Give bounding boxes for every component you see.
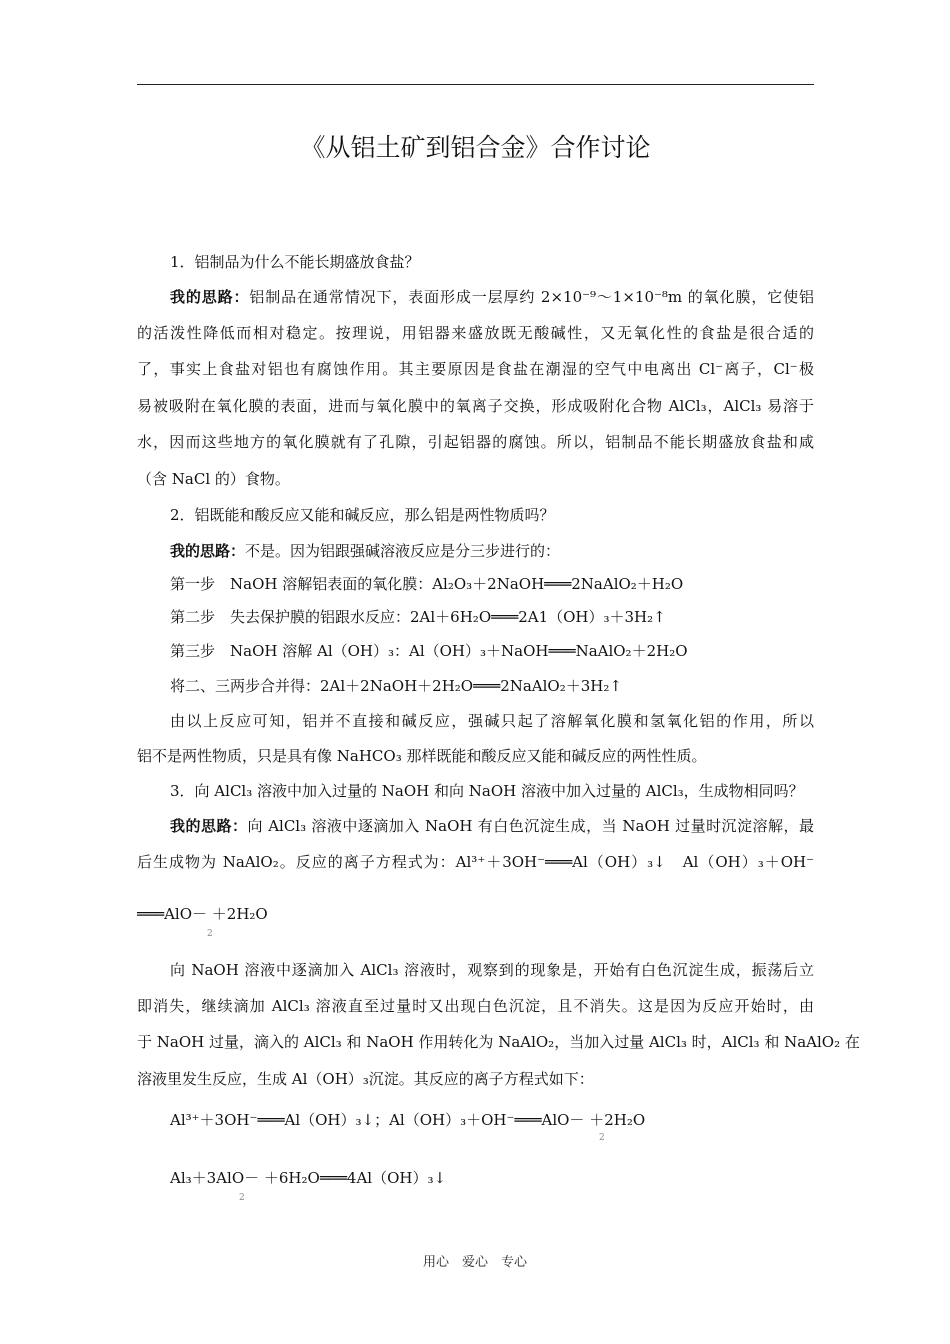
answer-3-line: 溶液里发生反应，生成 Al（OH）₃沉淀。其反应的离子方程式如下： — [137, 1070, 594, 1088]
answer-3-line: 于 NaOH 过量，滴入的 AlCl₃ 和 NaOH 作用转化为 NaAlO₂，当加入过量 AlCl₃ 时，AlCl₃ 和 NaAlO₂ 在 — [137, 1033, 860, 1051]
answer-1-line: 的活泼性降低而相对稳定。按理说，用铝器来盛放既无酸碱性，又无氧化性的食盐是很合适的 — [137, 324, 814, 342]
answer-1-line: （含 NaCl 的）食物。 — [137, 470, 290, 488]
answer-1-line: 我的思路：铝制品在通常情况下，表面形成一层厚约 2×10⁻⁹～1×10⁻⁸m 的氧化膜，它使铝 — [170, 288, 814, 306]
answer-2-line: 我的思路：不是。因为铝跟强碱溶液反应是分三步进行的： — [170, 542, 561, 560]
answer-3-line: 即消失，继续滴加 AlCl₃ 溶液直至过量时又出现白色沉淀，且不消失。这是因为反应开始时，由 — [137, 997, 814, 1015]
answer-2-line: 铝不是两性物质，只是具有像 NaHCO₃ 那样既能和酸反应又能和碱反应的两性性质。 — [137, 747, 707, 765]
page-footer: 用心 爱心 专心 — [422, 1255, 527, 1270]
answer-label: 我的思路： — [170, 817, 248, 835]
step-1-equation: 第一步 NaOH 溶解铝表面的氧化膜：Al₂O₃＋2NaOH═══2NaAlO₂＋H₂O — [170, 575, 684, 593]
answer-1-line: 易被吸附在氧化膜的表面，进而与氧化膜中的氧离子交换，形成吸附化合物 AlCl₃，AlCl₃ 易溶于 — [137, 397, 814, 415]
header-rule — [137, 84, 814, 85]
answer-1-line: 了，事实上食盐对铝也有腐蚀作用。其主要原因是食盐在潮湿的空气中电离出 Cl⁻离子，Cl⁻极 — [137, 360, 814, 378]
equation-line: Al₃＋3AlO－ ＋6H₂O═══4Al（OH）₃↓ — [170, 1169, 447, 1187]
answer-3-line: 后生成物为 NaAlO₂。反应的离子方程式为：Al³⁺＋3OH⁻═══Al（OH）₃↓ Al（OH）₃＋OH⁻ — [137, 853, 814, 871]
equation-line: ═══AlO－ ＋2H₂O — [137, 905, 268, 923]
subscript: 2 — [599, 1133, 605, 1143]
answer-label: 我的思路： — [170, 542, 246, 560]
step-2-equation: 第二步 失去保护膜的铝跟水反应：2Al＋6H₂O═══2A1（OH）₃＋3H₂↑ — [170, 608, 666, 626]
answer-label: 我的思路： — [170, 288, 250, 306]
question-3: 3．向 AlCl₃ 溶液中加入过量的 NaOH 和向 NaOH 溶液中加入过量的 AlCl₃，生成物相同吗？ — [170, 782, 804, 800]
answer-3-line: 我的思路：向 AlCl₃ 溶液中逐滴加入 NaOH 有白色沉淀生成，当 NaOH 过量时沉淀溶解，最 — [170, 817, 814, 835]
page-title: 《从铝土矿到铝合金》合作讨论 — [300, 133, 651, 162]
equation-line: Al³⁺＋3OH⁻═══Al（OH）₃↓；Al（OH）₃＋OH⁻═══AlO－ ＋2H₂O — [170, 1111, 646, 1129]
question-1: 1．铝制品为什么不能长期盛放食盐？ — [170, 253, 420, 271]
answer-3-line: 向 NaOH 溶液中逐滴加入 AlCl₃ 溶液时，观察到的现象是，开始有白色沉淀生成，振荡后立 — [170, 961, 814, 979]
step-3-equation: 第三步 NaOH 溶解 Al（OH）₃：Al（OH）₃＋NaOH═══NaAlO₂＋2H₂O — [170, 642, 688, 660]
combined-equation: 将二、三两步合并得：2Al＋2NaOH＋2H₂O═══2NaAlO₂＋3H₂↑ — [170, 677, 622, 695]
question-2: 2．铝既能和酸反应又能和碱反应，那么铝是两性物质吗？ — [170, 506, 555, 524]
answer-1-line: 水，因而这些地方的氧化膜就有了孔隙，引起铝器的腐蚀。所以，铝制品不能长期盛放食盐和咸 — [137, 433, 814, 451]
subscript: 2 — [239, 1193, 245, 1203]
answer-2-line: 由以上反应可知，铝并不直接和碱反应，强碱只起了溶解氧化膜和氢氧化铝的作用，所以 — [170, 712, 814, 730]
subscript: 2 — [207, 929, 213, 939]
